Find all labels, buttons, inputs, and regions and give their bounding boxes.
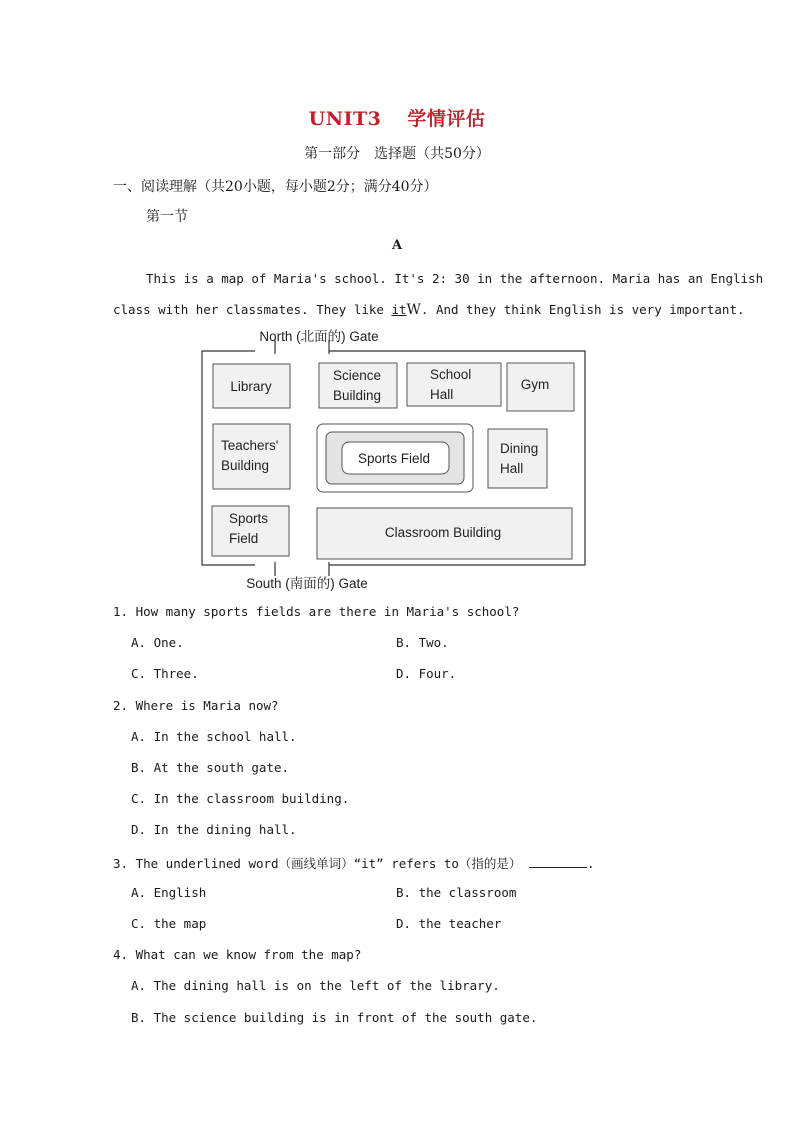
small-sports-field-label-2: Field — [229, 531, 259, 546]
school-hall-label-2: Hall — [430, 387, 454, 402]
title-text: 学情评估 — [407, 108, 486, 130]
question-2-stem: 2. Where is Maria now? — [113, 698, 279, 713]
marker-letter: W — [406, 302, 421, 318]
passage-letter: A — [391, 238, 403, 253]
science-building-label-1: Science — [333, 368, 382, 383]
part-heading: 第一部分 选择题（共50分） — [304, 146, 490, 162]
question-4-option-b: B. The science building is in front of the south gate. — [131, 1010, 538, 1025]
question-1-stem: 1. How many sports fields are there in Maria's school? — [113, 604, 520, 619]
question-3-option-b: B. the classroom — [396, 885, 517, 900]
question-1-option-a: A. One. — [131, 635, 184, 650]
question-2-option-a: A. In the school hall. — [131, 729, 297, 744]
science-building-label-2: Building — [333, 388, 382, 403]
answer-blank — [529, 855, 587, 868]
question-3-option-a: A. English — [131, 885, 207, 900]
question-2-option-b: B. At the south gate. — [131, 760, 290, 775]
question-2-option-c: C. In the classroom building. — [131, 791, 350, 806]
sports-field-label: Sports Field — [357, 451, 431, 466]
teachers-building-block — [213, 424, 290, 489]
question-3-stem-end: . — [586, 856, 595, 871]
passage-line-1: This is a map of Maria's school. It's 2: 30 in the afternoon. Maria has an English — [146, 271, 764, 286]
underlined-word: it — [391, 302, 407, 317]
page-title — [0, 104, 794, 131]
small-sports-field-label-1: Sports — [229, 511, 269, 526]
passage-line-2 — [113, 302, 745, 318]
passage-line-2-start: class with her classmates. They like — [113, 302, 392, 317]
question-3-stem-text: 3. The underlined word（画线单词）“it” refers to（指的是） — [113, 856, 522, 871]
question-1-option-c: C. Three. — [131, 666, 199, 681]
south-gate-label: South (南面的) Gate — [246, 576, 368, 591]
gym-label: Gym — [520, 377, 550, 392]
question-3-stem — [113, 854, 595, 872]
dining-hall-label-2: Hall — [500, 461, 524, 476]
question-4-stem: 4. What can we know from the map? — [113, 947, 362, 962]
unit-label: UNIT3 — [308, 108, 382, 130]
question-2-option-d: D. In the dining hall. — [131, 822, 297, 837]
dining-hall-block — [488, 429, 547, 488]
classroom-building-label: Classroom Building — [384, 525, 502, 540]
question-1-option-b: B. Two. — [396, 635, 449, 650]
dining-hall-label-1: Dining — [500, 441, 539, 456]
section-heading: 一、阅读理解（共20小题，每小题2分；满分40分） — [113, 179, 438, 195]
question-1-option-d: D. Four. — [396, 666, 457, 681]
library-label: Library — [230, 379, 272, 394]
north-gate-label: North (北面的) Gate — [259, 329, 379, 344]
school-hall-label-1: School — [430, 367, 472, 382]
question-3-option-d: D. the teacher — [396, 916, 502, 931]
question-3-option-c: C. the map — [131, 916, 207, 931]
school-map — [195, 326, 595, 596]
question-4-option-a: A. The dining hall is on the left of the library. — [131, 978, 500, 993]
teachers-building-label-2: Building — [221, 458, 270, 473]
passage-line-2-end: . And they think English is very important. — [420, 302, 745, 317]
subsection-heading: 第一节 — [146, 209, 188, 225]
teachers-building-label-1: Teachers' — [221, 438, 279, 453]
